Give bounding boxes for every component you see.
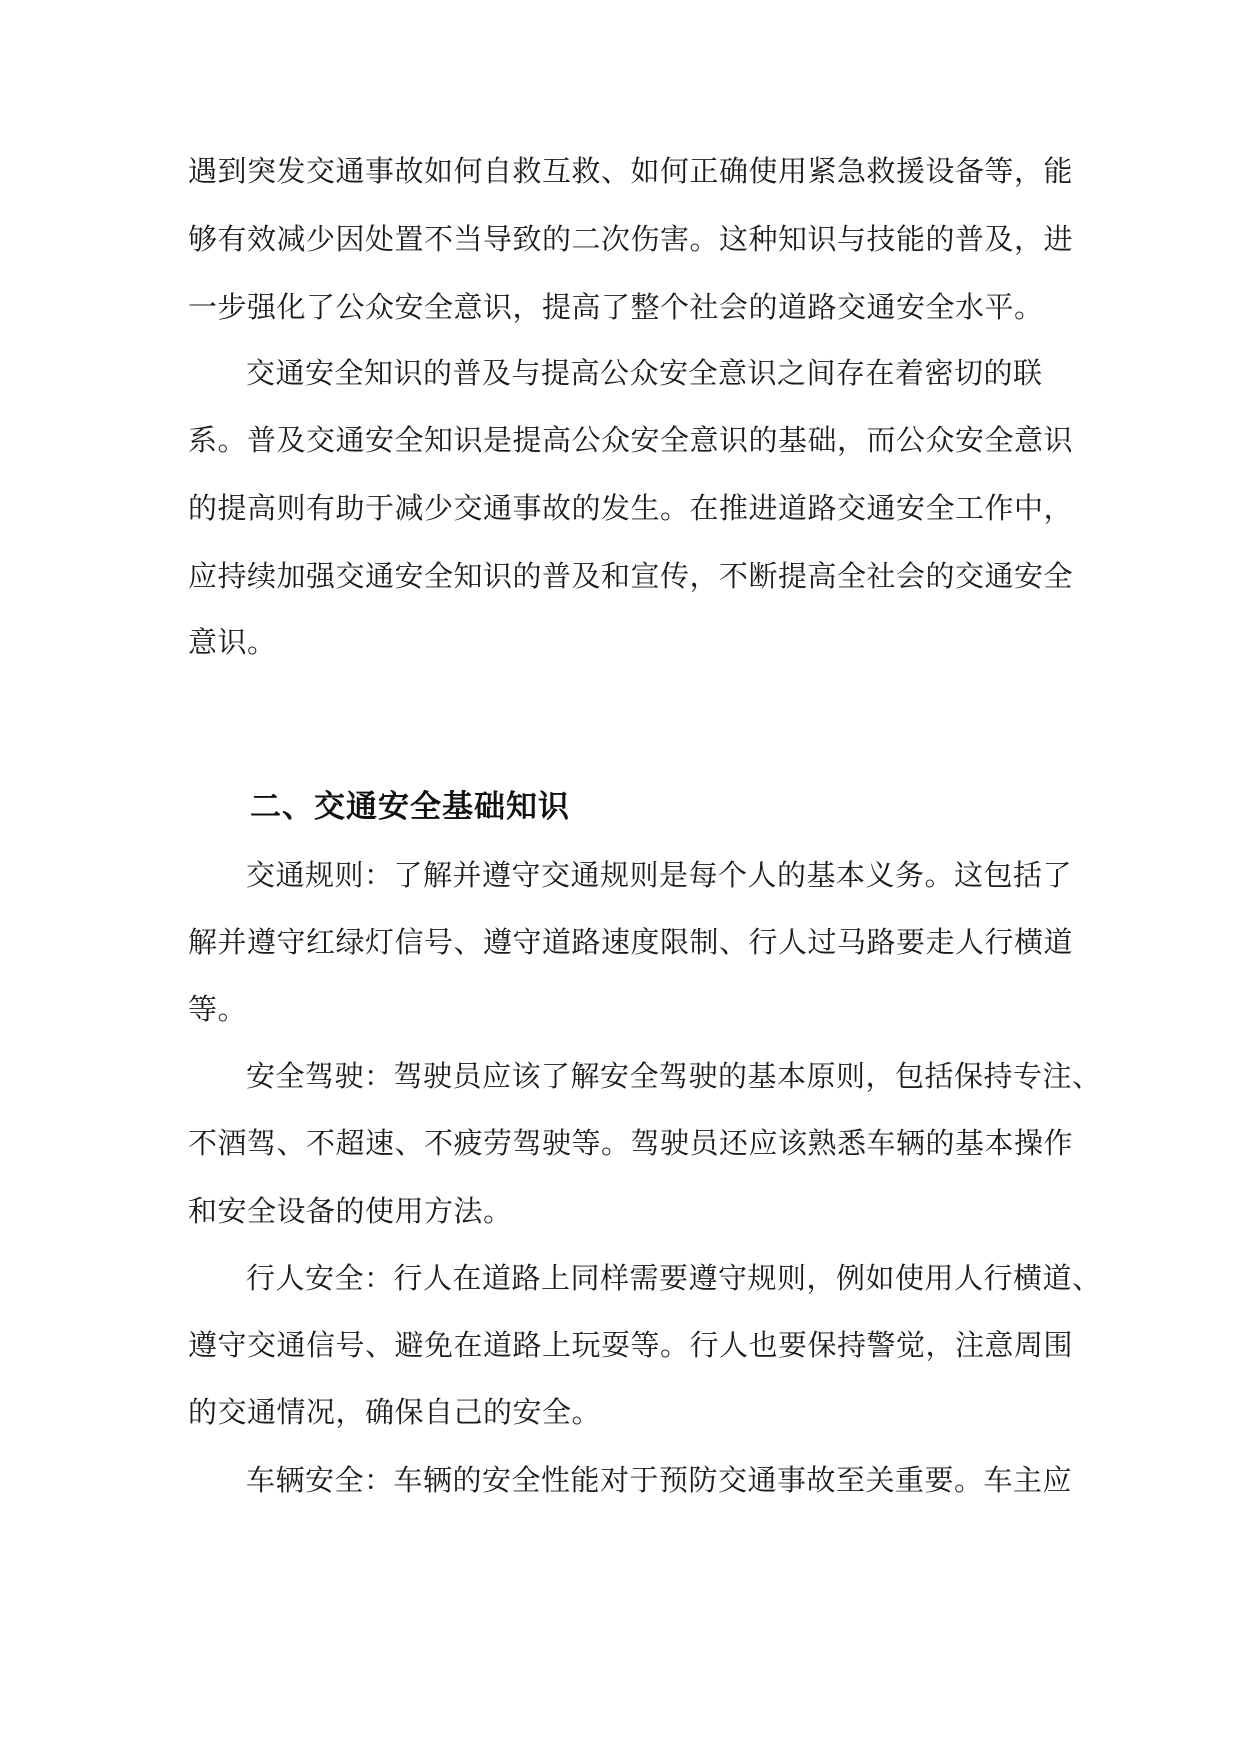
paragraph-line: 意识。: [188, 625, 277, 659]
paragraph-line: 系。普及交通安全知识是提高公众安全意识的基础，而公众安全意识: [188, 423, 1074, 457]
paragraph-line: 解并遵守红绿灯信号、遵守道路速度限制、行人过马路要走人行横道: [188, 925, 1074, 959]
paragraph-line: 车辆安全：车辆的安全性能对于预防交通事故至关重要。车主应: [246, 1463, 1073, 1497]
paragraph-line: 遵守交通信号、避免在道路上玩耍等。行人也要保持警觉，注意周围: [188, 1328, 1074, 1362]
paragraph-line: 遇到突发交通事故如何自救互救、如何正确使用紧急救援设备等，能: [188, 154, 1074, 188]
paragraph-line: 和安全设备的使用方法。: [188, 1194, 513, 1228]
paragraph-line: 行人安全：行人在道路上同样需要遵守规则，例如使用人行横道、: [246, 1261, 1102, 1295]
paragraph-line: 的提高则有助于减少交通事故的发生。在推进道路交通安全工作中，: [188, 491, 1074, 525]
section-heading: 二、交通安全基础知识: [250, 789, 570, 825]
paragraph-line: 交通安全知识的普及与提高公众安全意识之间存在着密切的联: [246, 356, 1043, 390]
paragraph-line: 应持续加强交通安全知识的普及和宣传，不断提高全社会的交通安全: [188, 559, 1074, 593]
paragraph-line: 不酒驾、不超速、不疲劳驾驶等。驾驶员还应该熟悉车辆的基本操作: [188, 1126, 1074, 1160]
paragraph-line: 够有效减少因处置不当导致的二次伤害。这种知识与技能的普及，进: [188, 222, 1074, 256]
paragraph-line: 安全驾驶：驾驶员应该了解安全驾驶的基本原则，包括保持专注、: [246, 1059, 1102, 1093]
paragraph-line: 等。: [188, 992, 248, 1026]
paragraph-line: 的交通情况，确保自己的安全。: [188, 1395, 602, 1429]
paragraph-line: 交通规则：了解并遵守交通规则是每个人的基本义务。这包括了: [246, 858, 1073, 892]
paragraph-line: 一步强化了公众安全意识，提高了整个社会的道路交通安全水平。: [188, 290, 1044, 324]
